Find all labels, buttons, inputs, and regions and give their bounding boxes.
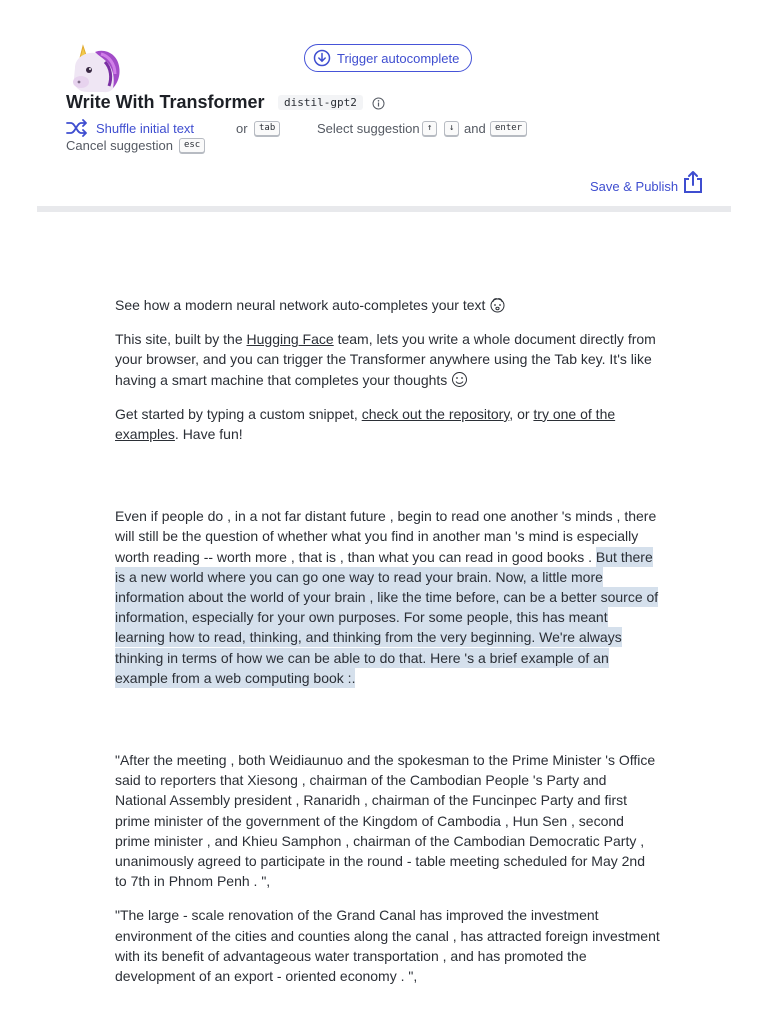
or-text: or xyxy=(236,121,248,136)
shortcut-row xyxy=(66,119,726,137)
repository-link[interactable]: check out the repository xyxy=(361,405,510,422)
select-suggestion-text: Select suggestion xyxy=(317,121,420,136)
up-arrow-key: ↑ xyxy=(422,121,437,136)
intro-line xyxy=(115,295,660,315)
shuffle-label: Shuffle initial text xyxy=(96,120,195,136)
editor-document[interactable] xyxy=(115,295,660,1000)
smile-emoji-icon xyxy=(451,371,468,388)
app-header xyxy=(37,0,731,213)
document-paragraph-1[interactable] xyxy=(115,506,660,688)
trigger-autocomplete-button[interactable] xyxy=(304,44,472,72)
spacer xyxy=(115,458,660,506)
and-text: and xyxy=(464,121,486,136)
cancel-suggestion-text: Cancel suggestion xyxy=(66,138,173,153)
esc-key: esc xyxy=(179,138,205,153)
intro-p3-text-b: , or xyxy=(509,405,534,422)
intro-paragraph-3 xyxy=(115,404,660,444)
download-circle-icon xyxy=(313,49,331,67)
examples-link[interactable]: try one of the examples xyxy=(115,405,616,443)
hugging-face-link[interactable]: Hugging Face xyxy=(246,331,334,348)
intro-p3-text-a: Get started by typing a custom snippet, xyxy=(115,405,362,422)
model-badge[interactable]: distil-gpt2 xyxy=(278,95,363,110)
document-text: Even if people do , in a not far distant future , begin to read one another 's minds , there will still be the question of whether what you find in another man 's mind is especially worth reading -- worth more , that is , than what you can read in good books . xyxy=(115,508,657,565)
tab-key: tab xyxy=(254,121,280,136)
down-arrow-key: ↓ xyxy=(444,121,459,136)
enter-key: enter xyxy=(490,121,527,136)
share-icon[interactable] xyxy=(682,170,704,194)
shuffle-icon xyxy=(66,119,88,137)
intro-p2-text-b: team, lets you write a whole document directly from your browser, and you can trigger the Transformer anywhere using the Tab key. It's like having a smart machine that completes your thoughts xyxy=(115,331,656,388)
mind-blown-emoji-icon xyxy=(489,296,506,313)
document-paragraph-3[interactable]: "The large - scale renovation of the Grand Canal has improved the investment environment of the cities and counties along the canal , has attracted foreign investment with its benefit of advantageous water transportation , and has promoted the development of an export - oriented economy . ", xyxy=(115,907,660,985)
save-publish-button[interactable]: Save & Publish xyxy=(590,179,679,194)
intro-line-text: See how a modern neural network auto-completes your text xyxy=(115,297,486,313)
shuffle-initial-text-button[interactable] xyxy=(66,119,194,137)
info-icon[interactable] xyxy=(372,97,385,110)
intro-p2-text-a: This site, built by the xyxy=(115,331,247,348)
intro-p3-text-c: . Have fun! xyxy=(174,426,243,443)
intro-paragraph-2 xyxy=(115,329,660,390)
cancel-row xyxy=(66,138,205,153)
unicorn-logo-icon xyxy=(65,40,123,94)
page-title: Write With Transformer xyxy=(66,92,265,112)
header-divider xyxy=(37,206,731,212)
autocomplete-suggestion[interactable]: But there is a new world where you can go one way to read your brain. Now, a little more information about the world of your brain , like the time before, can be a better source of information, especially for your own purposes. For some people, this has meant learning how to read, thinking, and thinking from the very beginning. We're always thinking in terms of how we can be able to do that. Here 's a brief example of an example from a web computing book :. xyxy=(115,548,659,686)
spacer xyxy=(115,702,660,750)
trigger-autocomplete-label: Trigger autocomplete xyxy=(337,50,460,66)
document-paragraph-2[interactable]: "After the meeting , both Weidiaunuo and the spokesman to the Prime Minister 's Office said to reporters that Xiesong , chairman of the Cambodian People 's Party and National Assembly president , Ranaridh , chairman of the Funcinpec Party and first prime minister of the government of the Kingdom of Cambodia , Hun Sen , second prime minister , and Khieu Samphon , chairman of the Cambodian Democratic Party , unanimously agreed to participate in the round - table meeting scheduled for May 2nd to 7th in Phnom Penh . ", xyxy=(115,752,656,890)
